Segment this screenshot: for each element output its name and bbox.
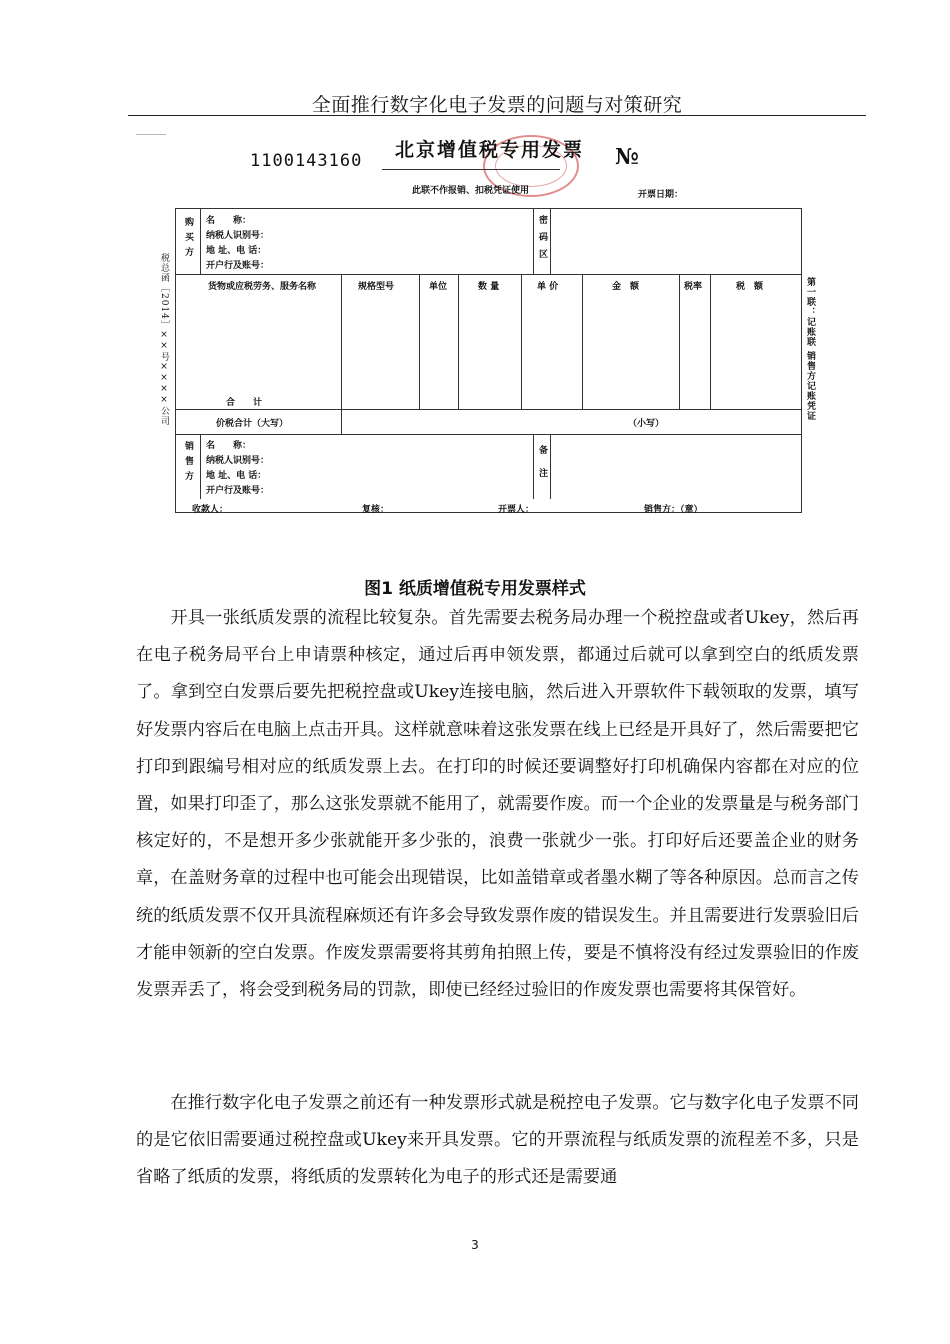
remark-label: 备注 [537, 445, 547, 491]
col-header-qty: 数 量 [478, 282, 500, 292]
remark-left-line [533, 434, 534, 499]
buyer-name-label: 名 称： [206, 216, 252, 226]
col-line-2 [419, 274, 420, 409]
col-header-amount: 金 额 [612, 282, 640, 292]
seller-taxid-label: 纳税人识别号： [206, 456, 270, 466]
page-number: 3 [471, 1238, 479, 1252]
invoice-side-left-text: 税总函［2014］××号××××公司 [159, 253, 169, 426]
invoice-title: 北京增值税专用发票 [395, 139, 585, 161]
col-header-rate: 税率 [684, 282, 703, 292]
paragraph-1-text: 开具一张纸质发票的流程比较复杂。首先需要去税务局办理一个税控盘或者Ukey，然后再在电子税务局平台上申请票种核定，通过后再申领发票，都通过后就可以拿到空白的纸质发票了。拿到空白发票后要先把税控盘或Ukey连接电脑，然后进入开票软件下载领取的发票，填写好发票内容后在电脑上点击开具。这样就意味着这张发票在线上已经是开具好了，然后需要把它打印到跟编号相对应的纸质发票上去。在打印的时候还要调整好打印机确保内容都在对应的位置，如果打印歪了，那么这张发票就不能用了，就需要作废。而一个企业的发票量是与税务部门核定好的，不是想开多少张就能开多少张的，浪费一张就少一张。打印好后还要盖企业的财务章，在盖财务章的过程中也可能会出现错误，比如盖错章或者墨水糊了等各种原因。总而言之传统的纸质发票不仅开具流程麻烦还有许多会导致发票作废的错误发生。并且需要进行发票验旧后才能申领新的空白发票。作废发票需要将其剪角拍照上传，要是不慎将没有经过发票验旧的作废发票弄丢了，将会受到税务局的罚款，即使已经经过验旧的作废发票也需要将其保管好。 [136, 608, 859, 1001]
col-line-5 [582, 274, 583, 409]
paragraph-1 [136, 600, 859, 1009]
seller-label-divider [200, 434, 201, 499]
buyer-bottom-line [176, 274, 801, 275]
seller-seal-label: 销售方：（章） [644, 505, 703, 515]
seller-label: 销售方 [183, 441, 193, 486]
figure-caption: 图1 纸质增值税专用发票样式 [364, 579, 586, 599]
small-amount-label: （小写） [628, 419, 665, 429]
col-header-unit: 单位 [429, 282, 448, 292]
running-header: 全面推行数字化电子发票的问题与对策研究 [311, 94, 683, 116]
drawer-label: 开票人： [498, 505, 535, 515]
grand-total-label: 价税合计（大写） [216, 419, 289, 429]
total-label: 合 计 [226, 398, 263, 408]
reviewer-label: 复核： [362, 505, 390, 515]
invoice-figure [150, 135, 830, 530]
paragraph-2 [136, 1085, 859, 1197]
col-line-3 [458, 274, 459, 409]
buyer-address-label: 地 址、电 话： [206, 246, 267, 256]
grand-total-top-line [176, 409, 801, 410]
seller-bank-label: 开户行及账号： [206, 486, 270, 496]
col-line-4 [521, 274, 522, 409]
invoice-subtitle: 此联不作报销、扣税凭证使用 [412, 186, 530, 196]
buyer-taxid-label: 纳税人识别号： [206, 231, 270, 241]
paragraph-2-text: 在推行数字化电子发票之前还有一种发票形式就是税控电子发票。它与数字化电子发票不同的是它依旧需要通过税控盘或Ukey来开具发票。它的开票流程与纸质发票的流程差不多，只是省略了纸质的发票，将纸质的发票转化为电子的形式还是需要通 [136, 1093, 859, 1188]
col-line-1 [341, 274, 342, 409]
cipher-left-line [533, 209, 534, 274]
buyer-bank-label: 开户行及账号： [206, 261, 270, 271]
col-header-goods: 货物或应税劳务、服务名称 [208, 282, 317, 292]
col-header-price: 单 价 [537, 282, 559, 292]
remark-right-line [550, 434, 551, 499]
buyer-label-divider [200, 209, 201, 274]
header-rule [128, 115, 866, 116]
col-line-6 [679, 274, 680, 409]
col-header-spec: 规格型号 [358, 282, 395, 292]
invoice-no-symbol: № [615, 144, 639, 170]
grand-total-bottom-line [176, 434, 801, 435]
col-line-7 [710, 274, 711, 409]
invoice-side-right-text: 第一联：记账联 销售方记账凭证 [805, 277, 815, 422]
invoice-title-rule [382, 169, 560, 170]
cipher-right-line [550, 209, 551, 274]
buyer-label: 购买方 [183, 217, 193, 262]
invoice-frame [175, 208, 802, 513]
cipher-label: 密码区 [537, 215, 547, 266]
seller-address-label: 地 址、电 话： [206, 471, 267, 481]
seller-name-label: 名 称： [206, 441, 252, 451]
issue-date-label: 开票日期： [638, 190, 684, 200]
col-header-tax: 税 额 [736, 282, 764, 292]
payee-label: 收款人： [192, 505, 229, 515]
invoice-number: 1100143160 [250, 151, 363, 171]
grand-total-divider [341, 409, 342, 434]
